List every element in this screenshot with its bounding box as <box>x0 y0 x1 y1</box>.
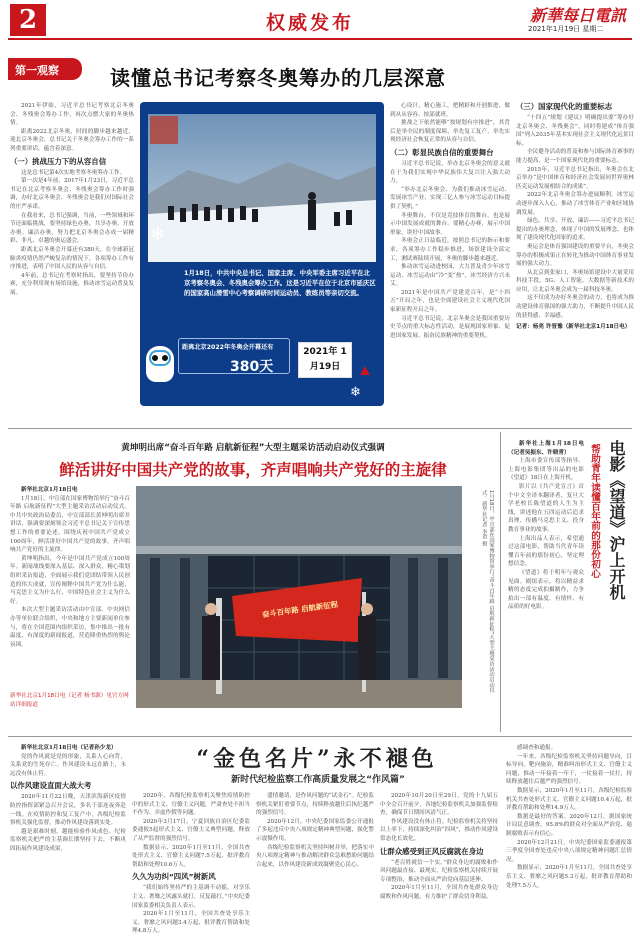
paragraph: 这不仅成为办好冬奥会的动力，也将成为推动建设体育强国的强大助力，不断提升中国人民的获得感、幸福感。 <box>516 295 634 319</box>
paragraph: 影片以《共产党宣言》首个中文全译本翻译者、复旦大学老校长陈望道的人生为主线，讲述他在五四运动后追求真理、传播马克思主义、投身教育事业的故事。 <box>508 483 584 533</box>
snowflake-icon: ❄ <box>150 224 166 245</box>
paragraph: 从北京到张家口，冬奥场馆建设中大量采用科技手段，5G、人工智能、大数据等新技术的应用，让北京冬奥会成为一届科技冬奥。 <box>516 269 634 293</box>
bottom-col-5 <box>506 744 632 920</box>
divider <box>500 432 501 732</box>
paragraph: 盛情邀请，是作风问题的“试金石”。纪检监察机关紧盯重要节点，持续释放越往后执纪越严的强烈信号。 <box>256 793 374 817</box>
side-dateline: 新华社上海1月18日电（记者吴振东、许晓青） <box>508 441 584 456</box>
paragraph: 2022年北京冬奥会筹办进展顺利，冰雪运动逐步深入人心，推动了冰雪体育产业和区域协调发展。 <box>516 192 634 216</box>
bottom-subhead-2: 久久为功纠“四风”树新风 <box>132 872 216 882</box>
paragraph: 数据显示，2020年1月至11月，全国共查处形式主义、官僚主义问题7.5万起，批评教育帮助和处理10.6万人。 <box>132 844 250 868</box>
lead-subhead-3: （三）国家现代化的重要标志 <box>516 102 613 111</box>
paragraph: 4年前，总书记在考察时指出，要坚持节俭办赛，充分利用现有场馆设施，推动冰雪运动普及发展。 <box>10 272 134 296</box>
paragraph: 绿色、共享、开放、廉洁——习近平总书记提出的办奥理念，体现了中国的发展理念，也体现了建设现代化国家的追求。 <box>516 218 634 242</box>
divider <box>8 736 632 737</box>
paragraph: 本次大型主题采访活动由中宣部、中央网信办等单位联合组织，中央和地方主要新闻单位参与，将在全国范围内组织采访，集中推出一批有温度、有深度的新闻报道，营造隆重热烈的舆论氛围。 <box>10 607 130 648</box>
lead-subhead-2: （二）彰显民族自信的重要舞台 <box>390 147 494 157</box>
lead-subhead-1: （一）挑战压力下的从容自信 <box>10 156 107 166</box>
masthead <box>0 0 640 40</box>
paragraph: 2020年1月至11月，全国共查处享乐主义、奢靡之风问题3.4万起，批评教育帮助和处理4.8万人。 <box>132 911 250 935</box>
bottom-subhead-3: 让群众感受到正风反腐就在身边 <box>380 846 484 856</box>
paragraph: 上海市委宣传部等指导、上海电影集团等出品的电影《望道》18日在上海开机。 <box>508 458 584 482</box>
paragraph: 各级纪检监察机关坚持纠树并举，把落实中央八项规定精神与推动解决群众急难愁盼问题结合起来，以作风建设新成效凝聚党心民心。 <box>256 844 374 868</box>
paragraph: 距离北京冬奥会开幕还有380天，在全球新冠肺炎疫情仍然严峻复杂的情况下，各项筹办工作有序推进，表明了中国人民的从容与自信。 <box>10 246 134 271</box>
side-headline: 电影《望道》沪上开机 <box>607 440 626 600</box>
warning-sign-icon <box>360 366 370 375</box>
paragraph: 越是艰难时刻，越能检验作风成色。纪检监察机关把严的主基调长期坚持下去，不断巩固拓展作风建设成果。 <box>10 828 126 852</box>
paragraph: 黄坤明指出，今年是中国共产党成立100周年。新闻战线要深入基层、深入群众，精心策划组织采访报道，全面展示我们党团结带领人民创造的伟大成就，宣传阐释中国共产党为什么能、马克思主义为什么行、中国特色社会主义为什么好。 <box>10 555 130 605</box>
paragraph: 2020年3月17日，宁夏回族自治区纪委监委通报5起形式主义、官僚主义典型问题，释放了从严监督的强烈信号。 <box>132 818 250 842</box>
paragraph: 2021年伊始，习近平总书记考察北京冬奥会、冬残奥会筹办工作，再次点燃大家的冬奥热情。 <box>10 103 134 127</box>
paragraph: 2015年，习近平总书记指出，冬奥会在北京举办“是中国体育和经济社会发展同世界奥林匹克运动发展相结合的成果”。 <box>516 166 634 190</box>
paragraph: 冬奥会正日益临近，按照总书记的指示和要求，各项筹办工作稳步推进，场馆建设全部完工，测试赛陆续开展，冬奥的脚步越来越近。 <box>390 238 510 262</box>
issue-date: 2021年1月19日 星期二 <box>528 25 604 33</box>
feature-photo <box>136 486 462 708</box>
paragraph: 挑战之下依然能够“按规划有序推进”，其背后是举全民的制度保障，举先复工复产、举先实现经济社会恢复正常的从容与自信。 <box>390 120 510 144</box>
snowflake-icon: ❄ <box>350 385 361 400</box>
header-rule <box>8 38 632 40</box>
paragraph: 作风建设没有休止符。纪检监察机关将坚持以上率下，持续深化纠治“四风”，推动作风建设常态化长效化。 <box>380 818 498 842</box>
paper-logo: 新華每日電訊 <box>530 6 627 25</box>
first-observe-badge <box>8 58 82 80</box>
ski-scene-photo <box>148 114 376 262</box>
divider <box>8 428 632 429</box>
feature-dateline: 新华社北京1月18日电 <box>21 487 78 493</box>
side-text <box>508 440 584 730</box>
section-title: 权威发布 <box>266 12 355 34</box>
paragraph: 推动冰雪运动进校园，大力普及青少年冰雪运动，冰雪运动由“冷”变“热”，冰雪经济方兴未艾。 <box>390 264 510 288</box>
bottom-headline: “金色名片”永不褪色 <box>196 746 438 772</box>
bottom-col-1 <box>10 744 126 920</box>
bottom-dateline: 新华社北京1月18日电（记者孙少龙） <box>21 745 117 751</box>
feature-text <box>10 486 130 690</box>
paragraph: 2021年是中国共产党建党百年，是“十四五”开局之年，也是全面建设社会主义现代化国家新征程开启之年。 <box>390 289 510 314</box>
lead-headline: 读懂总书记考察冬奥筹办的几层深意 <box>110 66 446 90</box>
paragraph: 2020年1月至11月，全国共查处群众身边腐败和作风问题，有力维护了群众切身利益。 <box>380 885 498 900</box>
paragraph: 上海出品人表示，希望通过这部电影，帮助当代青年读懂百年前的那份初心，坚定理想信念。 <box>508 535 584 568</box>
feature-photo-caption: 1月18日，中宣部在国家博物馆举行“奋斗百年路 启航新征程”大型主题采访活动启动仪式。新华社记者 李贺 摄 <box>480 490 494 693</box>
paragraph: 一年来，各级纪检监察机关坚持问题导向，目标导向，靶向施治，精准纠治形式主义、官僚主义问题，推动一年接着一年干，一仗接着一仗打，持续释放越往后越严的强烈信号。 <box>506 753 632 786</box>
page-number: 2 <box>10 4 46 36</box>
lead-col-4 <box>516 102 634 420</box>
bottom-col-2 <box>132 792 250 935</box>
paragraph: 数据是最好的答案。2020年12月，据国家统计局民意调查，95.8%的群众对全面从严治党、遏制腐败表示有信心。 <box>506 813 632 837</box>
feature-headline: 鲜活讲好中国共产党的故事，齐声唱响共产党好的主旋律 <box>59 461 447 479</box>
date-card <box>298 342 352 378</box>
paragraph: 习近平总书记说，北京冬奥会是我国重要历史节点的重大标志性活动，是展现国家形象、促进国家发展、振奋民族精神的重要契机。 <box>390 315 510 339</box>
badge-text: 第一观察 <box>15 64 59 77</box>
paragraph: 冬奥舞台，不仅是竞技体育的舞台，也是展示中国发展成就的舞台。要精心办赛，展示中国形象，讲好中国故事。 <box>390 212 510 236</box>
paragraph: 奥运会是体育强国建设的重要平台，冬奥会筹办的积极成果正在转化为推动中国体育事业发展的强大动力。 <box>516 243 634 268</box>
lead-col-1 <box>10 102 134 420</box>
paragraph: 党的作风就是党的形象，关系人心向背，关系党的生死存亡。作风建设永远在路上，永远没有休止符。 <box>10 753 126 777</box>
paragraph: 2020年10月20日至29日，党的十九届五中全会召开前夕，各地纪检监察机关加强监督检查，确保节日期间风清气正。 <box>380 793 498 817</box>
bottom-col-4 <box>380 792 498 920</box>
paragraph: 第一次是4年前，2017年1月23日，习近平总书记在北京考察冬奥会、冬残奥会筹办工作时强调，办好北京冬奥会、冬残奥会是我们对国际社会的庄严承诺。 <box>10 178 134 210</box>
paragraph: 在我看来，总书记强调，当前，一些领域和环节还面临挑战，要坚持绿色办奥、共享办奥、开放办奥、廉洁办奥，努力把北京冬奥会办成一届精彩、非凡、卓越的奥运盛会。 <box>10 212 134 245</box>
paragraph: 2020年12月，中央纪委国家监委公开通报了多起违反中央八项规定精神典型问题，强化警示震慑作用。 <box>256 818 374 842</box>
countdown-label: 距离北京2022年冬奥会开幕还有 <box>182 344 274 351</box>
paragraph: 全民健身活动的普及和参与国际体育赛事的能力提高，是一个国家现代化的重要标志。 <box>516 149 634 164</box>
paragraph: 数据显示，2020年1月至11月，各级纪检监察机关共查处形式主义、官僚主义问题10.4万起，批评教育帮助和处理14.9万人。 <box>506 787 632 812</box>
paragraph: 2020年12月21日，中央纪委国家监委通报第三季度全国查处违反中央八项规定精神问题汇总情况。 <box>506 839 632 863</box>
paragraph: “十四五”规划《建议》明确提出要“筹办好北京冬奥会、冬残奥会”，同时将建成“体育强国”列入2035年基本实现社会主义现代化远景目标。 <box>516 115 634 147</box>
paragraph: 1月18日，中宣部在国家博物馆举行“奋斗百年路 启航新征程”大型主题采访活动启动仪式。中共中央政治局委员、中宣部部长黄坤明出席并讲话，强调要深刻领会习近平总书记关于宣传思想工作的重要论述，围绕庆祝中国共产党成立100周年，鲜活讲好中国共产党的故事，齐声唱响共产党好的主旋律。 <box>10 495 130 554</box>
lead-credits: 记者：杨亮 许晋豫（新华社北京1月18日电） <box>516 324 631 331</box>
paragraph: “老百姓就信一个实。”群众身边的腐败和作风问题最直接、最现实，纪检监察机关持续开展专项整治，推动全面从严治党向基层延伸。 <box>380 859 498 883</box>
paragraph: 这是总书记第4次实地考察冬奥筹办工作。 <box>21 169 126 176</box>
paragraph: 距离2022北京冬奥，时间的脚步越来越近，迎北京冬奥会，总书记关于冬奥会筹办工作的一系列重要讲话，蕴含着深意。 <box>10 128 134 152</box>
paragraph: 感调查和通报。 <box>517 745 557 751</box>
photo-caption: 1月18日，中共中央总书记、国家主席、中央军委主席习近平在北京考察冬奥会、冬残奥会筹办工作。这是习近平在位于北京市延庆区的国家高山滑雪中心考察调研时同运动员、教练员等亲切交流。 <box>184 269 376 297</box>
paragraph: “我们始终坚持严的主基调不动摇，对享乐主义、奢靡之风露头就打、反复敲打。”中央纪委国家监委相关负责人表示。 <box>132 885 250 909</box>
side-subhead: 帮助青年读懂百年前的那份初心 <box>589 444 600 579</box>
countdown-days: 380天 <box>230 359 274 375</box>
feature-kicker: 黄坤明出席“奋斗百年路 启航新征程”大型主题采访活动启动仪式强调 <box>121 443 385 453</box>
date-card-text: 2021年 1月19日 <box>303 347 347 372</box>
feature-footnote: 新华社北京1月18日电（记者 杨书源）见官方网站详细报道 <box>10 693 129 708</box>
paragraph: 2020年11月22日晚，天津滨海新区疫情防控指挥部紧急召开会议，多名干部连夜奔赴一线。在疫情防控和复工复产中，各级纪检监察机关强化监督，推动作风建设落到实处。 <box>10 794 126 827</box>
paragraph: “举办北京冬奥会，为我们推动冰雪运动、发展冰雪产业，实现三亿人参与冰雪运动目标提供了契机。” <box>390 186 510 210</box>
paragraph: 心设计，精心施工，把精彩和开创推进，做到从从容容、按部就班。 <box>390 103 510 118</box>
flag-text: 奋斗百年路 启航新征程 <box>261 599 339 620</box>
mascot-icon <box>146 346 174 382</box>
lead-photo-frame <box>140 102 384 406</box>
bottom-col-3 <box>256 792 374 920</box>
bottom-subhead: 新时代纪检监察工作高质量发展之“作风篇” <box>231 775 405 785</box>
paragraph: 数据显示，2020年1月至11月，全国共查处享乐主义、奢靡之风问题5.3万起，批评教育帮助和处理7.5万人。 <box>506 865 632 889</box>
bottom-subhead-1: 以作风建设直面大战大考 <box>10 781 92 791</box>
paragraph: 习近平总书记说，举办北京冬奥会的意义就在于为我们实现中华民族伟大复兴注入强大动力。 <box>390 160 510 185</box>
museum-ceremony-photo <box>136 486 462 708</box>
paragraph: 2020年，各级纪检监察机关聚焦疫情防控中的形式主义、官僚主义问题，严肃查处不担当不作为、弄虚作假等问题。 <box>132 793 250 817</box>
lead-col-3 <box>390 102 510 400</box>
paragraph: 《望道》将于明年与观众见面。剧组表示，将以精益求精的态度完成拍摄制作，力争拍出一部有温度、有情怀、有品质的好电影。 <box>508 569 584 611</box>
